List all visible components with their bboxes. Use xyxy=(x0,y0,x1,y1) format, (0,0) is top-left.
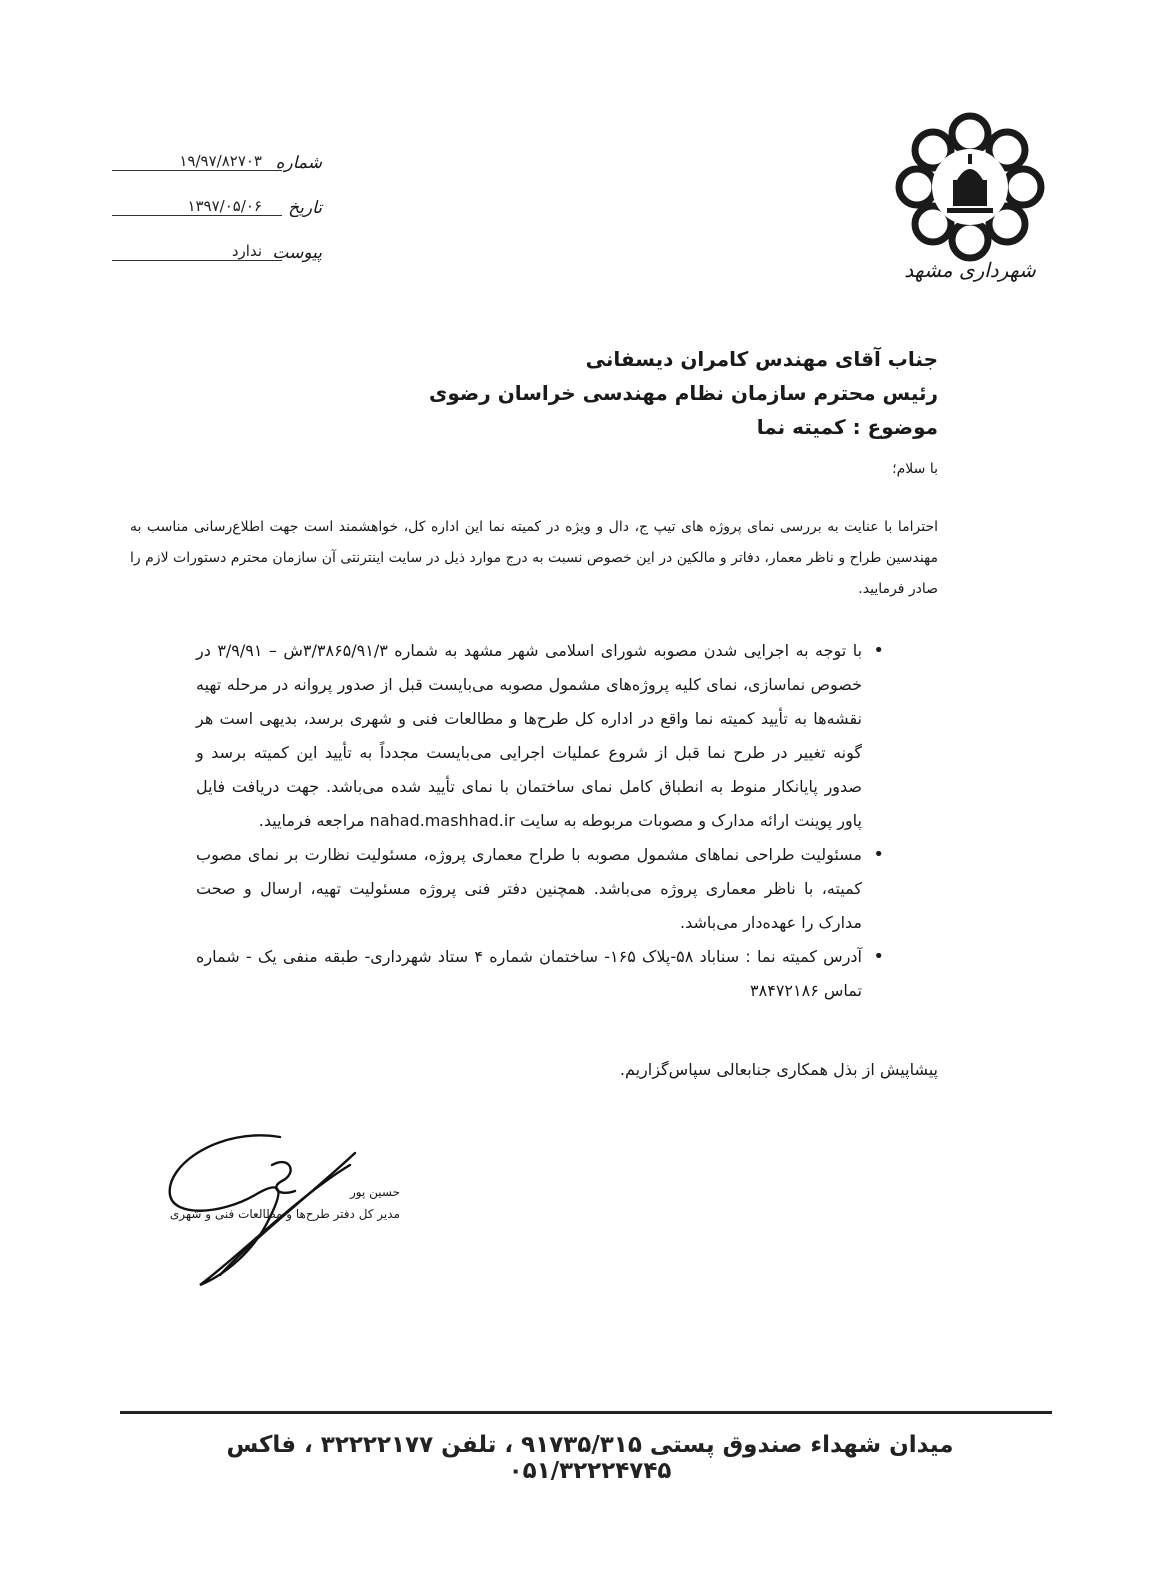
list-item: • با توجه به اجرایی شدن مصوبه شورای اسلامی شهر مشهد به شماره ۳/۳۸۶۵/۹۱/۳ش – ۳/۹/۹۱ در خصوص نماسازی، نمای کلیه پروژه‌های مشمول مصوبه می‌بایست قبل از صدور پروانه در مرحله تهیه نقشه‌ها به تأیید کمیته نما واقع در اداره کل طرح‌ها و مطالعات فنی و شهری برسد، بدیهی است هر گونه تغییر در طرح نما قبل از شروع عملیات اجرایی می‌بایست مجدداً به تأیید این کمیته برسد و صدور پایانکار منوط به انطباق کامل نمای ساختمان با نمای تأیید شده می‌باشد. جهت دریافت فایل پاور پوینت ارائه مدارک و مصوبات مربوطه به سایت nahad.mashhad.ir مراجعه فرمایید. xyxy=(196,634,886,838)
reference-attachment-label: پیوست xyxy=(272,243,322,263)
footer-divider xyxy=(120,1411,1052,1414)
reference-number-line xyxy=(112,170,282,171)
closing-line: پیشاپیش از بذل همکاری جنابعالی سپاس‌گزاریم. xyxy=(619,1060,938,1079)
intro-paragraph: احتراما با عنایت به بررسی نمای پروژه های تیپ ج، دال و ویژه در کمیته نما این اداره کل، خواهشمند است جهت اطلاع‌رسانی مناسب به مهندسین طراح و ناظر معمار، دفاتر و مالکین در این خصوص نسبت به درج موارد ذیل در سایت اینترنتی آن سازمان محترم دستورات لازم را صادر فرمایید. xyxy=(130,519,938,597)
list-item: • مسئولیت طراحی نماهای مشمول مصوبه با طراح معماری پروژه، مسئولیت نظارت بر نمای مصوب کمیته، با ناظر معماری پروژه می‌باشد. همچنین دفتر فنی پروژه مسئولیت تهیه، ارسال و صحت مدارک را عهده‌دار می‌باشد. xyxy=(196,838,886,940)
letter-subject: موضوع : کمیته نما xyxy=(756,415,938,439)
reference-date-row xyxy=(112,190,322,224)
reference-attachment-value: ندارد xyxy=(231,242,262,260)
instruction-list xyxy=(196,634,886,1008)
reference-date-label: تاریخ xyxy=(288,198,322,218)
list-item: • آدرس کمیته نما : سناباد ۵۸-پلاک ۱۶۵- ساختمان شماره ۴ ستاد شهرداری- طبقه منفی یک - شماره تماس ۳۸۴۷۲۱۸۶ xyxy=(196,940,886,1008)
municipality-logo xyxy=(895,112,1045,287)
reference-date-value: ۱۳۹۷/۰۵/۰۶ xyxy=(187,197,262,215)
addressee-position: رئیس محترم سازمان نظام مهندسی خراسان رضوی xyxy=(429,381,938,405)
addressee-block xyxy=(218,342,938,444)
signatory-block xyxy=(130,1181,400,1225)
reference-number-row xyxy=(112,145,322,179)
reference-attachment-row xyxy=(112,235,322,269)
reference-attachment-line xyxy=(112,260,282,261)
addressee-name: جناب آقای مهندس کامران دیسفانی xyxy=(585,347,938,371)
reference-date-line xyxy=(112,215,282,216)
reference-number-label: شماره xyxy=(275,153,322,173)
greeting: با سلام؛ xyxy=(892,461,938,477)
footer-contact: میدان شهداء صندوق پستی ۹۱۷۳۵/۳۱۵ ، تلفن ۳۲۲۲۲۱۷۷ ، فاکس ۰۵۱/۳۲۲۲۴۷۴۵ xyxy=(226,1432,954,1484)
reference-number-value: ۱۹/۹۷/۸۲۷۰۳ xyxy=(179,152,262,170)
signatory-title: مدیر کل دفتر طرح‌ها و مطالعات فنی و شهری xyxy=(169,1207,400,1221)
signatory-name: حسین پور xyxy=(349,1185,400,1199)
logo-caption: شهرداری مشهد xyxy=(904,258,1036,282)
